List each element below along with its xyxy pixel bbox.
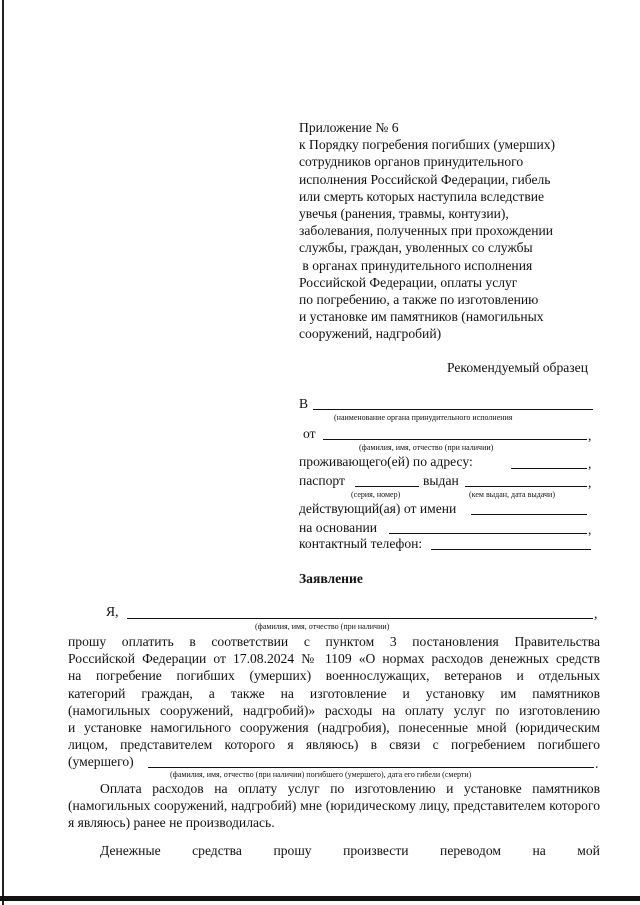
deceased-period: . [595, 756, 599, 771]
passport-issuer-field[interactable] [465, 486, 587, 487]
request-paragraph [68, 633, 600, 771]
appendix-header [299, 119, 599, 343]
applicant-comma: , [594, 606, 598, 621]
paragraph-line: и установке намогильного сооружения (надгробия), понесенные мной (юридическим [68, 720, 600, 736]
from-hint: (фамилия, имя, отчество (при наличии) [359, 443, 494, 452]
from-label: от [303, 426, 316, 441]
basis-label: на основании [299, 520, 378, 535]
passport-series-hint: (серия, номер) [351, 490, 401, 499]
appendix-line: увечья (ранения, травмы, контузии), [299, 206, 509, 222]
paragraph-line: (намогильных сооружений, надгробий)» расходы на оплату услуг по изготовлению [68, 702, 600, 718]
basis-field[interactable] [389, 533, 587, 534]
appendix-line: заболевания, полученных при прохождении [299, 223, 554, 239]
paragraph-line: на погребение погибших (умерших) военнослужащих, ветеранов и отдельных [68, 668, 600, 684]
deceased-hint: (фамилия, имя, отчество (при наличии) погибшего (умершего), дата его гибели (смерти) [170, 770, 472, 779]
appendix-line: службы, граждан, уволенных со службы [299, 240, 533, 256]
address-field[interactable] [511, 468, 587, 469]
appendix-line: Российской Федерации, оплаты услуг [299, 274, 518, 290]
transfer-word: прошу [273, 843, 312, 858]
paragraph-line: лицом, представителем которого я являюсь) в связи с погребением погибшего [68, 737, 600, 753]
to-label: В [299, 396, 309, 411]
scan-left-edge [2, 0, 4, 905]
appendix-line: к Порядку погребения погибших (умерших) [299, 137, 556, 153]
appendix-line: исполнения Российской Федерации, гибель [299, 171, 551, 187]
from-comma: , [588, 428, 592, 443]
scan-bottom-edge [0, 896, 640, 901]
applicant-name-field[interactable] [127, 618, 593, 619]
appendix-line: сотрудников органов принудительного [299, 154, 524, 170]
paragraph-line: прошу оплатить в соответствии с пунктом 3 постановления Правительства [68, 634, 600, 649]
passport-issuer-hint: (кем выдан, дата выдачи) [469, 490, 555, 499]
phone-label: контактный телефон: [299, 536, 423, 551]
basis-comma: , [588, 522, 592, 537]
appendix-line: в органах принудительного исполнения [299, 257, 533, 273]
phone-field[interactable] [431, 549, 591, 550]
recommended-sample-label: Рекомендуемый образец [447, 360, 588, 375]
acting-label: действующий(ая) от имени [299, 501, 457, 516]
payment-status-paragraph: Оплата расходов на оплату услуг по изготовлению и установке памятников (намогильных сооружений, надгробий) мне (юридическому лицу, представителем которого я являюсь) ранее не производилась. [68, 781, 600, 831]
document-title: Заявление [299, 571, 363, 586]
passport-comma: , [588, 475, 592, 490]
from-field[interactable] [323, 439, 587, 440]
appendix-line: по погребению, а также по изготовлению [299, 292, 539, 308]
paragraph-line: категорий граждан, а также на изготовление и установку им памятников [68, 685, 600, 701]
applicant-label: Я, [106, 604, 119, 619]
transfer-word: на [532, 843, 546, 858]
paragraph-line: (умершего) [68, 754, 134, 770]
acting-field[interactable] [471, 514, 587, 515]
transfer-word: переводом [440, 843, 501, 858]
applicant-hint: (фамилия, имя, отчество (при наличии) [255, 622, 390, 631]
deceased-name-field[interactable] [148, 767, 594, 768]
passport-label: паспорт [299, 473, 345, 488]
passport-number-field[interactable] [355, 486, 419, 487]
paragraph-line: Российской Федерации от 17.08.2024 № 1109 «О нормах расходов денежных средств [68, 651, 600, 667]
address-label: проживающего(ей) по адресу: [299, 454, 473, 469]
to-hint: (наименование органа принудительного исполнения [334, 413, 513, 422]
appendix-line: Приложение № 6 [299, 120, 399, 135]
transfer-word: средства [192, 843, 242, 858]
appendix-line: сооружений, надгробий) [299, 326, 442, 342]
transfer-word: произвести [343, 843, 409, 858]
to-field[interactable] [313, 409, 593, 410]
issued-label: выдан [423, 473, 459, 488]
transfer-line [100, 843, 600, 859]
address-comma: , [588, 456, 592, 471]
transfer-word: мой [577, 843, 600, 858]
appendix-line: или смерть которых наступила вследствие [299, 188, 545, 204]
appendix-line: и установке им памятников (намогильных [299, 309, 544, 325]
transfer-word: Денежные [100, 843, 161, 858]
